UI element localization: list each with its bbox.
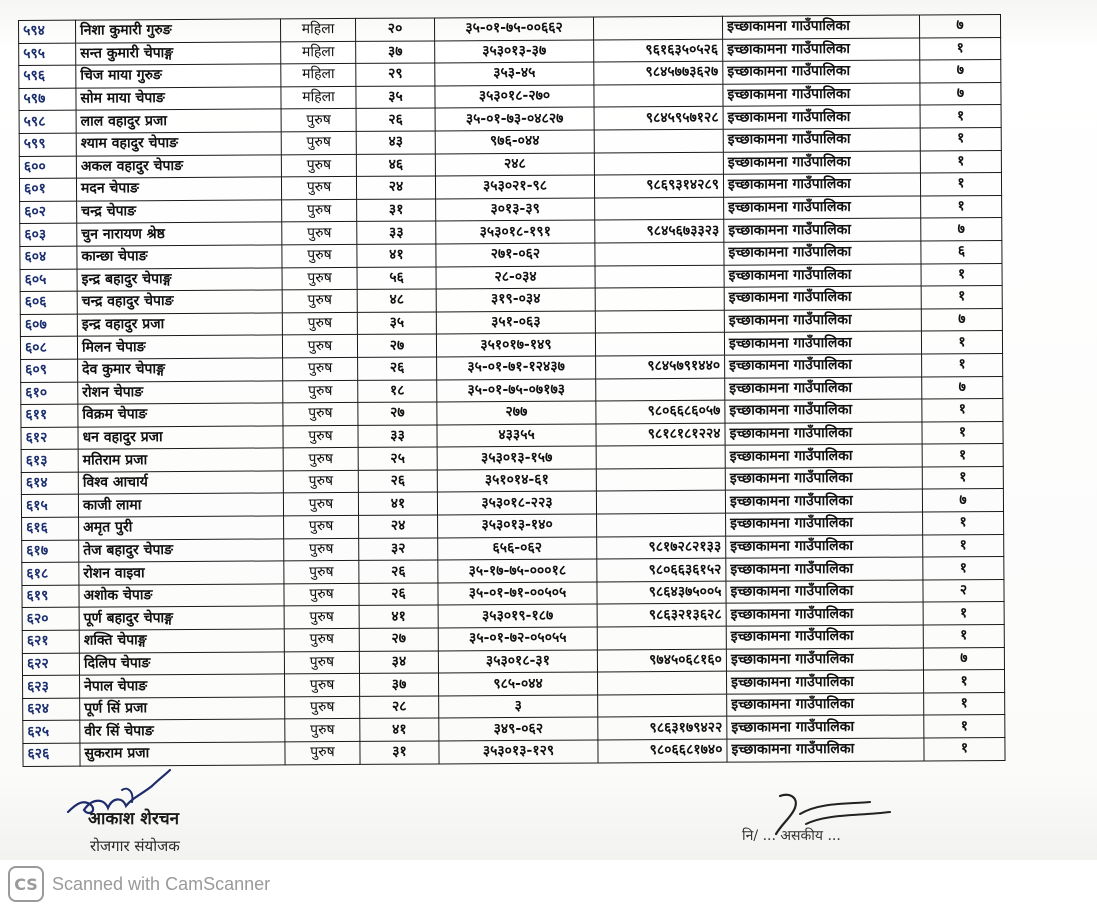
sex-cell: पुरुष [284, 628, 359, 651]
serial-number-cell: ५९७ [19, 88, 76, 111]
name-cell: कान्छा चेपाङ [77, 245, 282, 269]
name-cell: अमृत पुरी [79, 516, 284, 540]
citizenship-number-cell: ३१९-०३४ [436, 288, 595, 312]
age-cell: ३५ [357, 312, 436, 335]
name-cell: सुकराम प्रजा [80, 742, 285, 766]
age-cell: ४१ [358, 492, 437, 515]
phone-cell [595, 265, 724, 288]
phone-cell: ९८६४३७५००५ [597, 581, 726, 604]
serial-number-cell: ६१९ [22, 585, 79, 608]
municipality-cell: इच्छाकामना गाउँपालिका [723, 151, 920, 175]
ward-cell: १ [923, 534, 1004, 557]
municipality-cell: इच्छाकामना गाउँपालिका [723, 128, 920, 152]
phone-cell [598, 694, 727, 717]
sex-cell: पुरुष [282, 244, 357, 267]
age-cell: ३१ [360, 741, 439, 764]
municipality-cell: इच्छाकामना गाउँपालिका [723, 83, 920, 107]
municipality-cell: इच्छाकामना गाउँपालिका [725, 354, 922, 378]
municipality-cell: इच्छाकामना गाउँपालिका [724, 286, 921, 310]
sex-cell: महिला [281, 86, 356, 109]
phone-cell: ९८६३२१३६२८ [597, 604, 726, 627]
ward-cell: ७ [920, 82, 1001, 105]
municipality-cell: इच्छाकामना गाउँपालिका [725, 467, 922, 491]
age-cell: ४३ [356, 131, 435, 154]
serial-number-cell: ६०० [19, 156, 76, 179]
municipality-cell: इच्छाकामना गाउँपालिका [727, 693, 924, 717]
name-cell: मदन चेपाङ [76, 177, 281, 201]
ward-cell: १ [921, 195, 1002, 218]
serial-number-cell: ६०८ [20, 336, 77, 359]
citizenship-number-cell: ३५३०१८-२७० [435, 85, 594, 109]
serial-number-cell: ६२६ [23, 743, 80, 766]
serial-number-cell: ५९९ [19, 133, 76, 156]
age-cell: २५ [358, 447, 437, 470]
citizenship-number-cell: ३५-०१-७२-०५०५५ [438, 627, 597, 651]
name-cell: शक्ति चेपाङ्ग [79, 629, 284, 653]
ward-cell: १ [920, 127, 1001, 150]
municipality-cell: इच्छाकामना गाउँपालिका [724, 264, 921, 288]
serial-number-cell: ६०७ [20, 314, 77, 337]
citizenship-number-cell: ३५३०१३-३७ [435, 40, 594, 64]
name-cell: धन वहादुर प्रजा [78, 426, 283, 450]
name-cell: चिज माया गुरुङ [76, 64, 281, 88]
ward-cell: १ [923, 625, 1004, 648]
serial-number-cell: ६१३ [21, 449, 78, 472]
camscanner-watermark: Scanned with CamScanner [52, 874, 271, 894]
municipality-cell: इच्छाकामना गाउँपालिका [725, 444, 922, 468]
ward-cell: १ [924, 692, 1005, 715]
citizenship-number-cell: ३५३०१९-१८७ [438, 604, 597, 628]
serial-number-cell: ६१२ [21, 427, 78, 450]
citizenship-number-cell: ३०१३-३९ [436, 198, 595, 222]
serial-number-cell: ६२५ [23, 721, 80, 744]
serial-number-cell: ६२० [22, 608, 79, 631]
age-cell: २६ [356, 108, 435, 131]
ward-cell: १ [921, 286, 1002, 309]
phone-cell: ९८४५६७३३२३ [595, 220, 724, 243]
name-cell: श्याम वहादुर चेपाङ [76, 132, 281, 156]
municipality-cell: इच्छाकामना गाउँपालिका [722, 15, 919, 39]
phone-cell [595, 197, 724, 220]
name-cell: दिलिप चेपाङ [79, 652, 284, 676]
phone-cell [596, 445, 725, 468]
municipality-cell: इच्छाकामना गाउँपालिका [726, 602, 923, 626]
ward-cell: ७ [922, 376, 1003, 399]
age-cell: ३५ [356, 86, 435, 109]
serial-number-cell: ६२४ [23, 698, 80, 721]
phone-cell: ९८०६६३६१५२ [597, 558, 726, 581]
municipality-cell: इच्छाकामना गाउँपालिका [726, 670, 923, 694]
sex-cell: पुरुष [282, 267, 357, 290]
name-cell: काजी लामा [78, 493, 283, 517]
citizenship-number-cell: ३५१०१४-६१ [437, 469, 596, 493]
sex-cell: पुरुष [283, 425, 358, 448]
municipality-cell: इच्छाकामना गाउँपालिका [724, 196, 921, 220]
ward-cell: १ [922, 421, 1003, 444]
sex-cell: पुरुष [283, 493, 358, 516]
ward-cell: ७ [922, 489, 1003, 512]
name-cell: मिलन चेपाङ [77, 335, 282, 359]
citizenship-number-cell: ३५३०१३-१४० [438, 514, 597, 538]
age-cell: ४१ [359, 605, 438, 628]
age-cell: ३३ [357, 221, 436, 244]
citizenship-number-cell: ३५३०१८-३१ [438, 650, 597, 674]
sex-cell: पुरुष [281, 109, 356, 132]
municipality-cell: इच्छाकामना गाउँपालिका [723, 60, 920, 84]
serial-number-cell: ६१५ [21, 495, 78, 518]
citizenship-number-cell: ३४९-०६२ [439, 717, 598, 741]
phone-cell [596, 468, 725, 491]
camscanner-logo-icon: CS [8, 866, 44, 902]
ward-cell: ७ [921, 218, 1002, 241]
phone-cell: ९८०६६८१७४० [598, 739, 727, 762]
citizenship-number-cell: ३५-०१-७१-००५०५ [438, 582, 597, 606]
phone-cell: ९८६३१७९४२२ [598, 717, 727, 740]
municipality-cell: इच्छाकामना गाउँपालिका [726, 648, 923, 672]
serial-number-cell: ६०९ [21, 359, 78, 382]
left-signatory-role: रोजगार संयोजक [90, 837, 180, 855]
phone-cell [595, 287, 724, 310]
municipality-cell: इच्छाकामना गाउँपालिका [723, 105, 920, 129]
name-cell: लाल वहादुर प्रजा [76, 109, 281, 133]
sex-cell: पुरुष [285, 719, 360, 742]
ward-cell: ७ [921, 308, 1002, 331]
citizenship-number-cell: २८-०३४ [436, 266, 595, 290]
name-cell: रोशन चेपाङ [78, 380, 283, 404]
age-cell: ३७ [359, 673, 438, 696]
name-cell: तेज बहादुर चेपाङ [79, 539, 284, 563]
age-cell: ३७ [356, 41, 435, 64]
age-cell: २६ [358, 470, 437, 493]
sex-cell: पुरुष [285, 696, 360, 719]
age-cell: ४६ [356, 154, 435, 177]
ward-cell: १ [923, 557, 1004, 580]
age-cell: ३२ [359, 538, 438, 561]
name-cell: अकल वहादुर चेपाङ [76, 154, 281, 178]
age-cell: ४१ [357, 244, 436, 267]
serial-number-cell: ६१० [21, 382, 78, 405]
sex-cell: पुरुष [283, 448, 358, 471]
ward-cell: १ [923, 602, 1004, 625]
serial-number-cell: ५९५ [19, 43, 76, 66]
sex-cell: पुरुष [284, 583, 359, 606]
citizenship-number-cell: ९८५-०४४ [438, 672, 597, 696]
name-cell: पूर्ण सिं प्रजा [80, 697, 285, 721]
serial-number-cell: ६१८ [22, 562, 79, 585]
ward-cell: १ [924, 737, 1005, 760]
ward-cell: १ [921, 331, 1002, 354]
sex-cell: पुरुष [282, 199, 357, 222]
municipality-cell: इच्छाकामना गाउँपालिका [727, 738, 924, 762]
age-cell: ३१ [357, 199, 436, 222]
phone-cell [597, 626, 726, 649]
serial-number-cell: ६०५ [20, 269, 77, 292]
age-cell: २४ [359, 515, 438, 538]
serial-number-cell: ६०२ [20, 201, 77, 224]
age-cell: २६ [358, 357, 437, 380]
citizenship-number-cell: ६५६-०६२ [438, 537, 597, 561]
sex-cell: पुरुष [284, 651, 359, 674]
sex-cell: पुरुष [282, 312, 357, 335]
citizenship-number-cell: ३५३०१८-१९१ [436, 220, 595, 244]
serial-number-cell: ६२२ [22, 653, 79, 676]
citizenship-number-cell: ३५३०१३-१५७ [437, 446, 596, 470]
name-cell: सन्त कुमारी चेपाङ्ग [76, 41, 281, 65]
serial-number-cell: ५९६ [19, 65, 76, 88]
age-cell: २० [355, 18, 434, 41]
phone-cell [594, 84, 723, 107]
sex-cell: पुरुष [281, 177, 356, 200]
sex-cell: पुरुष [282, 290, 357, 313]
phone-cell: ९६१६३५०५२६ [594, 39, 723, 62]
age-cell: २७ [359, 628, 438, 651]
phone-cell [596, 378, 725, 401]
citizenship-number-cell: ३५३०१८-२२३ [437, 491, 596, 515]
serial-number-cell: ६०६ [20, 291, 77, 314]
phone-cell: ९८०६६८६०५७ [596, 400, 725, 423]
ward-cell: १ [923, 670, 1004, 693]
ward-cell: १ [922, 444, 1003, 467]
serial-number-cell: ६२१ [22, 630, 79, 653]
phone-cell [597, 513, 726, 536]
name-cell: देव कुमार चेपाङ्ग [78, 358, 283, 382]
citizenship-number-cell: ३५-०१-७३-०४८२७ [435, 107, 594, 131]
age-cell: ३४ [359, 651, 438, 674]
municipality-cell: इच्छाकामना गाउँपालिका [724, 309, 921, 333]
phone-cell [594, 152, 723, 175]
sex-cell: महिला [280, 18, 355, 41]
ward-cell: २ [923, 579, 1004, 602]
citizenship-number-cell: २४८ [435, 153, 594, 177]
sex-cell: महिला [281, 41, 356, 64]
citizenship-number-cell: ३५-०१-७५-००६६२ [434, 17, 593, 41]
beneficiary-table-body [19, 14, 1006, 766]
name-cell: नेपाल चेपाङ [80, 674, 285, 698]
name-cell: अशोक चेपाङ [79, 584, 284, 608]
age-cell: २४ [356, 176, 435, 199]
serial-number-cell: ६०३ [20, 223, 77, 246]
serial-number-cell: ५९४ [19, 20, 76, 43]
sex-cell: पुरुष [285, 741, 360, 764]
citizenship-number-cell: ३५-०१-७५-०७१७३ [437, 378, 596, 402]
ward-cell: १ [920, 173, 1001, 196]
municipality-cell: इच्छाकामना गाउँपालिका [724, 331, 921, 355]
citizenship-number-cell: ३५३-४५ [435, 62, 594, 86]
name-cell: चन्द्र वहादुर चेपाङ [77, 290, 282, 314]
name-cell: विश्व आचार्य [78, 471, 283, 495]
name-cell: चुन नारायण श्रेष्ठ [77, 222, 282, 246]
phone-cell [595, 242, 724, 265]
age-cell: २६ [359, 583, 438, 606]
sex-cell: पुरुष [282, 222, 357, 245]
municipality-cell: इच्छाकामना गाउँपालिका [726, 625, 923, 649]
municipality-cell: इच्छाकामना गाउँपालिका [726, 580, 923, 604]
beneficiary-table [18, 14, 1006, 767]
sex-cell: पुरुष [285, 674, 360, 697]
name-cell: इन्द्र बहादुर चेपाङ्ग [77, 267, 282, 291]
serial-number-cell: ६१७ [22, 540, 79, 563]
ward-cell: १ [921, 263, 1002, 286]
name-cell: मतिराम प्रजा [78, 448, 283, 472]
age-cell: २८ [360, 696, 439, 719]
ward-cell: ७ [919, 14, 1000, 37]
sex-cell: पुरुष [283, 470, 358, 493]
name-cell: निशा कुमारी गुरुङ [76, 19, 281, 43]
name-cell: सोम माया चेपाङ [76, 87, 281, 111]
phone-cell [593, 16, 722, 39]
municipality-cell: इच्छाकामना गाउँपालिका [726, 512, 923, 536]
age-cell: १८ [358, 379, 437, 402]
municipality-cell: इच्छाकामना गाउँपालिका [724, 218, 921, 242]
ward-cell: १ [920, 37, 1001, 60]
ward-cell: १ [920, 150, 1001, 173]
name-cell: रोशन वाइवा [79, 561, 284, 585]
phone-cell [594, 129, 723, 152]
sex-cell: पुरुष [284, 606, 359, 629]
citizenship-number-cell: ३५-१७-७५-०००१८ [438, 559, 597, 583]
age-cell: ३३ [358, 425, 437, 448]
ward-cell: १ [922, 353, 1003, 376]
age-cell: २७ [358, 402, 437, 425]
municipality-cell: इच्छाकामना गाउँपालिका [723, 38, 920, 62]
phone-cell [595, 333, 724, 356]
municipality-cell: इच्छाकामना गाउँपालिका [727, 715, 924, 739]
citizenship-number-cell: ३५३०२१-९८ [435, 175, 594, 199]
age-cell: २७ [357, 334, 436, 357]
citizenship-number-cell: ३५३०१३-१२९ [439, 740, 598, 764]
ward-cell: १ [922, 399, 1003, 422]
municipality-cell: इच्छाकामना गाउँपालिका [725, 422, 922, 446]
phone-cell [597, 671, 726, 694]
sex-cell: पुरुष [281, 131, 356, 154]
phone-cell: ९८४५७७३६२७ [594, 61, 723, 84]
age-cell: ४८ [357, 289, 436, 312]
serial-number-cell: ५९८ [19, 111, 76, 134]
sex-cell: महिला [281, 64, 356, 87]
name-cell: चन्द्र चेपाङ [77, 200, 282, 224]
phone-cell: ९७४५०६८१६० [597, 649, 726, 672]
citizenship-number-cell: ३ [439, 695, 598, 719]
serial-number-cell: ६२३ [23, 675, 80, 698]
citizenship-number-cell: ४३३५५ [437, 424, 596, 448]
sex-cell: पुरुष [283, 357, 358, 380]
name-cell: पूर्ण बहादुर चेपाङ्ग [79, 606, 284, 630]
municipality-cell: इच्छाकामना गाउँपालिका [725, 399, 922, 423]
phone-cell: ९८१७२८२१३३ [597, 536, 726, 559]
serial-number-cell: ६०१ [19, 178, 76, 201]
citizenship-number-cell: २७१-०६२ [436, 243, 595, 267]
ward-cell: ६ [921, 240, 1002, 263]
ward-cell: १ [920, 105, 1001, 128]
municipality-cell: इच्छाकामना गाउँपालिका [724, 241, 921, 265]
sex-cell: पुरुष [284, 538, 359, 561]
ward-cell: १ [923, 512, 1004, 535]
serial-number-cell: ६१६ [22, 517, 79, 540]
municipality-cell: इच्छाकामना गाउँपालिका [725, 489, 922, 513]
citizenship-number-cell: २७७ [437, 401, 596, 425]
right-signatory-text: नि/ ... असकीय ... [742, 828, 841, 844]
phone-cell [596, 491, 725, 514]
serial-number-cell: ६१४ [21, 472, 78, 495]
citizenship-number-cell: ३५१०१७-१४९ [436, 333, 595, 357]
age-cell: २९ [356, 63, 435, 86]
citizenship-number-cell: ३५-०१-७१-१२४३७ [437, 356, 596, 380]
name-cell: इन्द्र वहादुर प्रजा [77, 313, 282, 337]
phone-cell: ९८१८१८१२२४ [596, 423, 725, 446]
ward-cell: ७ [923, 647, 1004, 670]
age-cell: २६ [359, 560, 438, 583]
phone-cell: ९८६९३१४२८९ [594, 174, 723, 197]
municipality-cell: इच्छाकामना गाउँपालिका [726, 557, 923, 581]
municipality-cell: इच्छाकामना गाउँपालिका [726, 535, 923, 559]
age-cell: ४१ [360, 718, 439, 741]
name-cell: विक्रम चेपाङ [78, 403, 283, 427]
serial-number-cell: ६०४ [20, 246, 77, 269]
ward-cell: १ [924, 715, 1005, 738]
phone-cell [595, 310, 724, 333]
sex-cell: पुरुष [284, 561, 359, 584]
municipality-cell: इच्छाकामना गाउँपालिका [723, 173, 920, 197]
sex-cell: पुरुष [284, 515, 359, 538]
sex-cell: पुरुष [282, 335, 357, 358]
left-signatory-name: आकाश शेरचन [88, 809, 180, 829]
sex-cell: पुरुष [281, 154, 356, 177]
citizenship-number-cell: ३५१-०६३ [436, 311, 595, 335]
sex-cell: पुरुष [283, 403, 358, 426]
name-cell: वीर सिं चेपाङ [80, 719, 285, 743]
ward-cell: १ [922, 466, 1003, 489]
sex-cell: पुरुष [283, 380, 358, 403]
municipality-cell: इच्छाकामना गाउँपालिका [725, 376, 922, 400]
phone-cell: ९८४५९५७१२८ [594, 107, 723, 130]
age-cell: ५६ [357, 266, 436, 289]
ward-cell: ७ [920, 60, 1001, 83]
citizenship-number-cell: ९७६-०४४ [435, 130, 594, 154]
phone-cell: ९८४५७९१४४० [596, 355, 725, 378]
serial-number-cell: ६११ [21, 404, 78, 427]
